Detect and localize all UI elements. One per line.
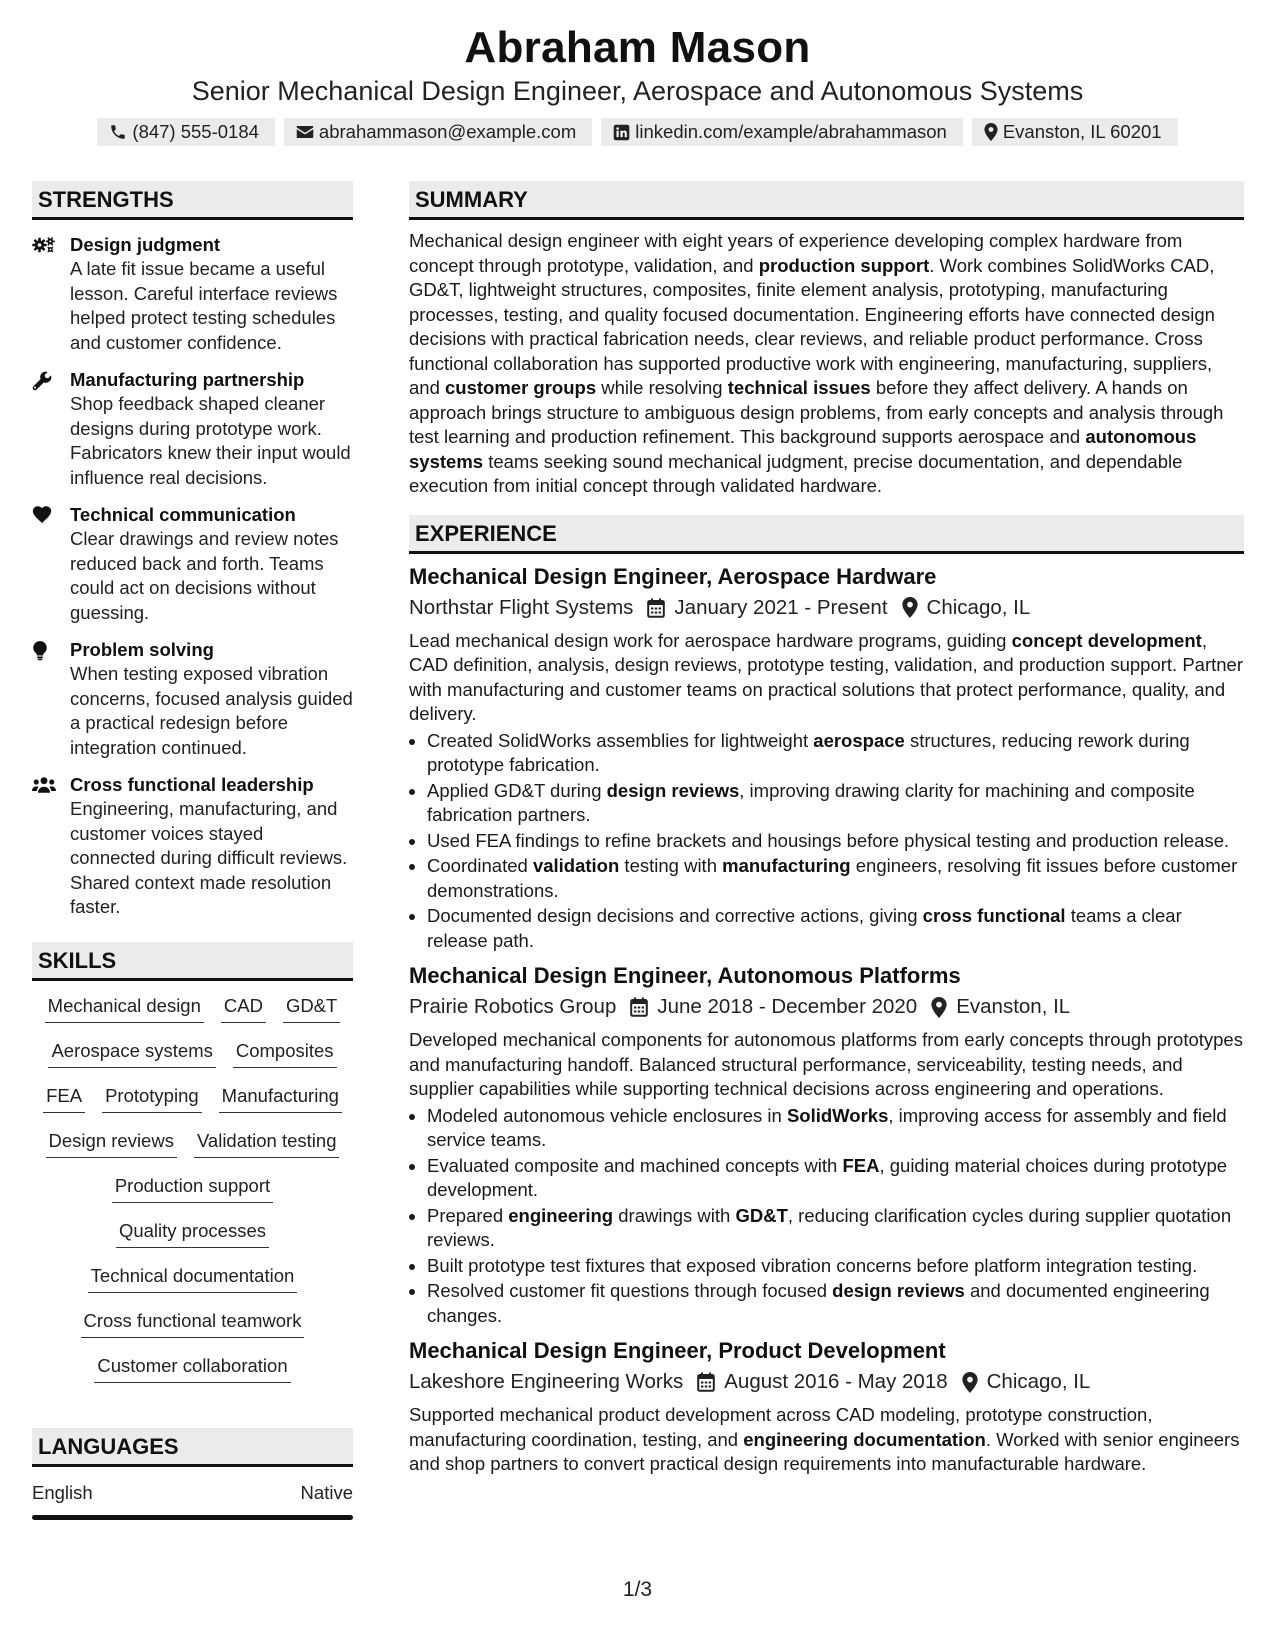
users-icon <box>32 773 70 920</box>
linkedin-icon <box>613 124 630 141</box>
bullet-item <box>427 1154 1244 1203</box>
candidate-headline: Senior Mechanical Design Engineer, Aerospace and Autonomous Systems <box>191 76 1084 106</box>
job-description <box>409 1403 1244 1477</box>
job-description <box>409 629 1244 727</box>
strength-title: Cross functional leadership <box>70 774 314 795</box>
strength-item <box>32 503 353 625</box>
bullet-item <box>427 1204 1244 1253</box>
text-run: Documented design decisions and corrective actions, giving <box>427 905 923 926</box>
text-run: teams seeking sound mechanical judgment, precise documentation, and dependable execution from initial concept through validated hardware. <box>409 450 1183 496</box>
strength-item <box>32 638 353 760</box>
strength-item <box>32 233 353 355</box>
candidate-name: Abraham Mason <box>464 23 811 72</box>
skill-tag: Mechanical design <box>45 993 204 1023</box>
contact-email[interactable] <box>284 118 592 146</box>
language-level: Native <box>300 1481 353 1503</box>
text-run: Applied GD&T during <box>427 779 607 801</box>
skill-tag: Production support <box>112 1173 273 1203</box>
job-location: Evanston, IL <box>956 995 1071 1018</box>
skill-tag: Cross functional teamwork <box>81 1308 305 1338</box>
skill-tag: Technical documentation <box>88 1263 298 1293</box>
company-name: Lakeshore Engineering Works <box>409 1370 684 1393</box>
job-title: Mechanical Design Engineer, Aerospace Hardware <box>409 563 937 589</box>
job-dates: January 2021 - Present <box>674 595 888 619</box>
skills-row <box>32 1263 353 1308</box>
job-meta <box>409 1367 1244 1397</box>
text-run: Evaluated composite and machined concepts with <box>427 1154 843 1176</box>
strength-desc: A late fit issue became a useful lesson. Careful interface reviews helped protect testing schedules and customer confidence. <box>70 258 338 353</box>
skills-list <box>32 993 353 1398</box>
skills-row <box>32 1308 353 1353</box>
job-meta <box>409 593 1244 623</box>
text-run: teams a clear release path. <box>427 905 1182 951</box>
job-entry <box>409 1336 1244 1477</box>
skill-tag: Design reviews <box>46 1128 177 1158</box>
emphasis-text: production support <box>758 254 930 276</box>
strength-desc: Clear drawings and review notes reduced back and forth. Teams could act on decisions without guessing. <box>70 528 339 623</box>
skill-tag: Aerospace systems <box>48 1038 215 1068</box>
text-run: . Worked with senior engineers and shop partners to convert practical design requirements into manufacturable hardware. <box>409 1428 1240 1474</box>
emphasis-text: customer groups <box>445 377 597 398</box>
text-run: , reducing clarification cycles during supplier quotation reviews. <box>427 1204 1232 1250</box>
map-pin-icon <box>962 1372 978 1393</box>
wrench-icon <box>32 368 70 490</box>
strengths-list <box>32 233 353 920</box>
emphasis-text: aerospace <box>813 729 905 751</box>
skills-row <box>32 1128 353 1173</box>
job-title: Mechanical Design Engineer, Product Development <box>409 1338 946 1363</box>
bullet-item <box>427 1104 1244 1153</box>
bullet-item <box>427 854 1244 903</box>
language-proficiency-bar <box>32 1515 353 1520</box>
strength-desc: When testing exposed vibration concerns, focused analysis guided a practical redesign before integration continued. <box>70 663 353 758</box>
heart-icon <box>32 503 70 625</box>
skill-tag: GD&T <box>283 993 340 1023</box>
company-name: Northstar Flight Systems <box>409 595 634 619</box>
job-dates: August 2016 - May 2018 <box>724 1370 948 1393</box>
calendar-icon <box>697 1372 715 1392</box>
emphasis-text: validation <box>532 855 620 876</box>
emphasis-text: design reviews <box>606 779 740 801</box>
strength-title: Design judgment <box>70 234 221 255</box>
map-pin-icon <box>984 123 998 141</box>
emphasis-text: autonomous systems <box>409 426 1197 472</box>
job-location: Chicago, IL <box>926 595 1031 619</box>
emphasis-text: engineering documentation <box>743 1428 986 1450</box>
envelope-icon <box>296 124 314 140</box>
calendar-icon <box>630 997 648 1017</box>
text-run: , guiding material choices during prototype development. <box>427 1154 1228 1200</box>
text-run: drawings with <box>613 1204 736 1226</box>
text-run: while resolving <box>596 377 728 398</box>
text-run: before they affect delivery. A hands on approach brings structure to ambiguous design problems, from early concepts and analysis through test learning and production refinement. This background supports aerospace and <box>409 377 1224 447</box>
bullet-item <box>427 1279 1244 1328</box>
strength-title: Problem solving <box>70 639 214 660</box>
map-pin-icon <box>931 997 947 1018</box>
text-run: Used FEA findings to refine brackets and housings before physical testing and production release. <box>427 829 1230 851</box>
skills-row <box>32 1038 353 1083</box>
text-run: , improving drawing clarity for machining and composite fabrication partners. <box>427 779 1195 825</box>
job-meta <box>409 992 1244 1022</box>
text-run: Supported mechanical product development across CAD modeling, prototype construction, manufacturing coordination, testing, and <box>409 1404 1153 1450</box>
text-run: Resolved customer fit questions through focused <box>427 1280 833 1301</box>
skill-tag: Validation testing <box>194 1128 340 1158</box>
skills-heading: SKILLS <box>32 942 353 981</box>
text-run: Lead mechanical design work for aerospace hardware programs, guiding <box>409 629 1012 651</box>
skill-tag: CAD <box>221 993 266 1023</box>
job-location: Chicago, IL <box>986 1370 1091 1393</box>
text-run: Prepared <box>427 1204 509 1226</box>
strength-desc: Shop feedback shaped cleaner designs during prototype work. Fabricators knew their input would influence real decisions. <box>70 393 351 488</box>
job-bullets <box>409 1104 1244 1329</box>
lightbulb-icon <box>32 638 70 760</box>
text-run: and documented engineering changes. <box>427 1280 1210 1326</box>
right-column <box>409 181 1244 1477</box>
emphasis-text: GD&T <box>735 1204 788 1226</box>
experience-heading: EXPERIENCE <box>409 515 1244 554</box>
bullet-item <box>427 1254 1244 1279</box>
strengths-heading: STRENGTHS <box>32 181 353 220</box>
bullet-item <box>427 779 1244 828</box>
skills-row <box>32 1218 353 1263</box>
text-run: Coordinated <box>427 855 533 876</box>
job-description <box>409 1028 1244 1102</box>
page-number: 1/3 <box>622 1578 653 1601</box>
text-run: . Work combines SolidWorks CAD, GD&T, lightweight structures, composites, finite element analysis, prototyping, manufacturing processes, testing, and quality focused documentation. Engineering efforts have connected design decisions with practical fabrication needs, clear reviews, and reliable product performance. Cross functional collaboration has supported productive work with engineering, manufacturing, suppliers, and <box>409 254 1215 398</box>
phone-icon <box>109 123 127 141</box>
language-name: English <box>32 1481 93 1503</box>
text-run: , improving access for assembly and field service teams. <box>427 1104 1227 1150</box>
contact-bar <box>0 118 1275 146</box>
experience-list <box>409 562 1244 1477</box>
bullet-item <box>427 829 1244 854</box>
emphasis-text: SolidWorks <box>786 1104 889 1126</box>
text-run: engineers, resolving fit issues before customer demonstrations. <box>427 855 1238 901</box>
skill-tag: Composites <box>233 1038 337 1068</box>
emphasis-text: cross functional <box>922 905 1066 926</box>
job-bullets <box>409 729 1244 954</box>
skill-tag: Quality processes <box>116 1218 269 1248</box>
text-run: Developed mechanical components for autonomous platforms from early concepts through prototypes and manufacturing handoff. Balanced structural performance, serviceability, testing needs, and supplier capabilities while supporting technical decisions across engineering and operations. <box>409 1029 1243 1099</box>
phone-text: (847) 555-0184 <box>132 121 259 142</box>
map-pin-icon <box>902 597 918 618</box>
text-run: Mechanical design engineer with eight years of experience developing complex hardware from concept through prototype, validation, and <box>409 230 1183 276</box>
job-entry <box>409 961 1244 1328</box>
skills-row <box>32 1173 353 1218</box>
text-run: testing with <box>619 855 723 876</box>
contact-linkedin[interactable] <box>601 118 963 146</box>
emphasis-text: concept development <box>1011 629 1202 651</box>
emphasis-text: design reviews <box>832 1280 965 1301</box>
strength-title: Technical communication <box>70 504 296 525</box>
text-run: Built prototype test fixtures that exposed vibration concerns before platform integration testing. <box>427 1254 1198 1276</box>
language-item <box>32 1481 353 1505</box>
emphasis-text: manufacturing <box>722 855 851 876</box>
contact-phone[interactable] <box>97 118 275 146</box>
languages-heading: LANGUAGES <box>32 1428 353 1467</box>
skill-tag: Prototyping <box>102 1083 202 1113</box>
calendar-icon <box>647 598 665 618</box>
linkedin-text: linkedin.com/example/abrahammason <box>635 121 947 142</box>
resume-header <box>0 22 1275 146</box>
bullet-item <box>427 729 1244 778</box>
skill-tag: Customer collaboration <box>94 1353 290 1383</box>
skill-tag: Manufacturing <box>219 1083 342 1113</box>
strength-desc: Engineering, manufacturing, and customer voices stayed connected during difficult reviews. Shared context made resolution faster. <box>70 798 348 917</box>
strength-item <box>32 368 353 490</box>
emphasis-text: technical issues <box>727 377 871 398</box>
skills-row <box>32 1083 353 1128</box>
skills-row <box>32 1353 353 1398</box>
location-text: Evanston, IL 60201 <box>1002 121 1162 142</box>
skill-tag: FEA <box>43 1083 85 1113</box>
job-entry <box>409 562 1244 954</box>
text-run: Modeled autonomous vehicle enclosures in <box>427 1104 787 1126</box>
company-name: Prairie Robotics Group <box>409 995 617 1018</box>
job-dates: June 2018 - December 2020 <box>657 995 918 1018</box>
gears-icon <box>32 233 70 355</box>
text-run: structures, reducing rework during prototype fabrication. <box>427 729 1190 775</box>
left-column <box>32 181 353 1520</box>
strength-item <box>32 773 353 920</box>
text-run: , CAD definition, analysis, design reviews, prototype testing, validation, and production support. Partner with manufacturing and customer teams on practical solutions that protect performance, quality, and delivery. <box>409 629 1243 724</box>
contact-location <box>972 118 1178 146</box>
text-run: Created SolidWorks assemblies for lightweight <box>427 729 814 751</box>
summary-heading: SUMMARY <box>409 181 1244 220</box>
emphasis-text: FEA <box>842 1154 880 1176</box>
emphasis-text: engineering <box>508 1204 614 1226</box>
skills-row <box>32 993 353 1038</box>
job-title: Mechanical Design Engineer, Autonomous Platforms <box>409 963 961 988</box>
strength-title: Manufacturing partnership <box>70 369 305 390</box>
bullet-item <box>427 904 1244 953</box>
summary-text <box>409 229 1244 499</box>
email-text: abrahammason@example.com <box>318 121 577 142</box>
